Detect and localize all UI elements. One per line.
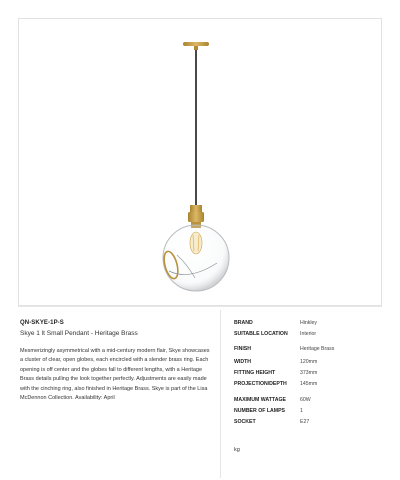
product-sku: QN-SKYE-1P-S (20, 320, 64, 326)
spec-row-brand (234, 320, 384, 328)
cinching-ring (190, 205, 202, 212)
pendant-lamp-image (19, 19, 381, 305)
spec-value: 120mm (300, 359, 318, 365)
spec-label: FITTING HEIGHT (234, 370, 276, 376)
spec-row-socket (234, 419, 384, 427)
spec-label: WIDTH (234, 359, 251, 365)
canopy-stem (194, 46, 198, 50)
spec-label: SOCKET (234, 419, 256, 425)
spec-row-finish (234, 346, 384, 354)
spec-label: BRAND (234, 320, 253, 326)
spec-value: 1 (300, 408, 303, 414)
product-image-frame (18, 18, 382, 306)
spec-value: Heritage Brass (300, 346, 335, 352)
product-description: Mesmerizingly asymmetrical with a mid-century modern flair, Skye showcases a cluster of clear, open globes, each encircled with a slender brass ring. Each opening is off center and the globes fall to different lengths, with a Heritage Brass details pulling the look together perfectly. Adjustments are easily made with the cinching ring, also finished in Heritage Brass. Skye is part of the Lisa McDennon Collection. Availability: April (20, 348, 210, 402)
section-divider (18, 306, 382, 307)
spec-value: 145mm (300, 381, 318, 387)
spec-label: FINISH (234, 346, 252, 352)
spec-value: E27 (300, 419, 310, 425)
spec-value: 60W (300, 397, 311, 403)
bulb (190, 232, 202, 254)
spec-label: MAXIMUM WATTAGE (234, 397, 286, 403)
spec-row-width (234, 359, 384, 367)
weight-unit: kg (234, 447, 240, 453)
spec-label: PROJECTION/DEPTH (234, 381, 287, 387)
spec-value: Hinkley (300, 320, 318, 326)
spec-value: 373mm (300, 370, 318, 376)
product-title: Skye 1 lt Small Pendant - Heritage Brass (20, 330, 138, 337)
column-divider (220, 310, 221, 478)
spec-value: Interior (300, 331, 317, 337)
canopy (183, 42, 209, 46)
spec-label: SUITABLE LOCATION (234, 331, 288, 337)
spec-row-fitting-height (234, 370, 384, 378)
spec-row-projection (234, 381, 384, 389)
socket-cap (188, 212, 204, 222)
spec-label: NUMBER OF LAMPS (234, 408, 286, 414)
spec-row-lamps (234, 408, 384, 416)
spec-row-wattage (234, 397, 384, 405)
spec-row-location (234, 331, 384, 339)
